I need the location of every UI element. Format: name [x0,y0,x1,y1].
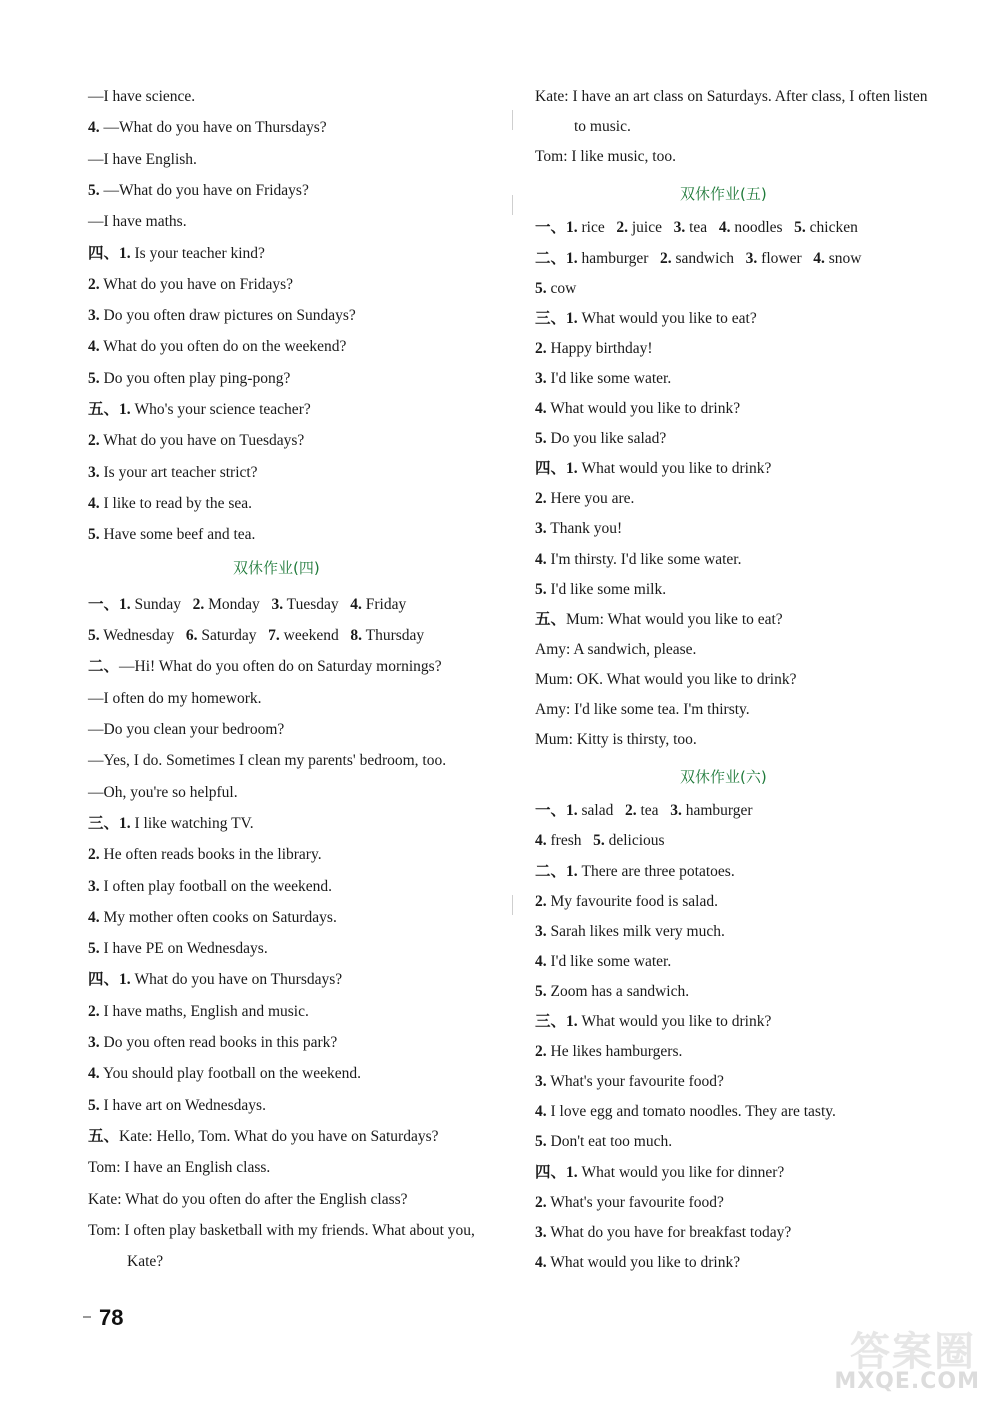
spacer [174,627,186,644]
answer-line [88,909,337,927]
item-number: 4. [88,1065,100,1083]
answer-line [535,88,928,106]
item-number: 3. [88,1034,100,1051]
answer-text: I'd like some water. [550,952,672,970]
answer-line [88,815,254,833]
answer-text: Mum: Kitty is thirsty, too. [535,731,697,749]
answer-line [535,520,622,538]
answer-text: Sunday [134,595,182,613]
answer-text: He often reads books in the library. [103,846,322,864]
answer-text: Do you often read books in this park? [103,1034,338,1051]
answer-text: —I often do my homework. [88,689,262,707]
answer-line [88,401,311,419]
answer-text: Sarah likes milk very much. [550,922,725,940]
answer-text: flower [761,249,802,267]
answer-text: What do you have on Thursdays? [134,971,343,989]
item-number: 5. [88,369,100,387]
answer-text: Have some beef and tea. [103,526,256,544]
item-number: 4. [88,338,100,356]
item-number: 四、1. [535,460,578,478]
answer-line [535,1224,791,1242]
answer-line [535,490,634,508]
item-number: 3. [535,1223,547,1241]
answer-text: hamburger [685,802,753,820]
answer-text: snow [828,249,862,267]
item-number: 5. [88,526,100,544]
answer-line [88,971,342,989]
column-divider [512,895,513,915]
answer-line [88,370,290,388]
section-title: 双休作业(四) [233,558,320,577]
item-number: 4. [535,400,547,417]
item-number: 2. [535,1193,547,1211]
spacer [707,219,719,236]
item-number: 一、1. [535,802,578,820]
item-number: 6. [185,627,198,645]
item-number: 3. [745,249,758,267]
answer-line [88,1128,438,1146]
item-number: 4. [88,494,100,512]
answer-line [535,340,653,358]
answer-text: tea [689,219,708,237]
answer-line [535,611,783,629]
item-number: 二、1. [535,862,578,880]
answer-line [88,1159,270,1177]
item-number: 3. [670,802,682,820]
answer-line [88,784,238,802]
answer-text: Tom: I have an English class. [88,1159,271,1177]
item-number: 三、1. [88,814,131,832]
item-number: 5. [593,832,605,850]
answer-line [535,802,753,820]
answer-text: I'd like some milk. [550,580,667,598]
answer-line [88,940,268,958]
answer-text: What would you like for dinner? [581,1163,785,1181]
answer-text: I'm thirsty. I'd like some water. [550,550,742,568]
answer-text: Zoom has a sandwich. [550,982,690,1000]
answer-line [535,581,666,599]
answer-line [535,983,689,1001]
answer-text: —I have maths. [88,213,187,231]
answer-text: cow [550,279,577,297]
answer-line [88,338,346,356]
item-number: 2. [88,275,100,293]
item-number: 2. [535,892,547,910]
spacer [613,802,625,819]
item-number: 2. [88,432,100,450]
answer-text: I'd like some water. [550,369,672,387]
answer-text: Do you like salad? [550,430,667,448]
answer-text: Amy: I'd like some tea. I'm thirsty. [535,701,750,718]
answer-line [88,1222,475,1240]
answer-text: What do you have on Tuesdays? [103,432,305,450]
item-number: 3. [673,219,686,237]
answer-line [88,307,356,325]
spacer [802,250,814,267]
spacer [260,596,272,613]
answer-line [535,460,771,478]
answer-line [88,1034,337,1052]
answer-text: —I have science. [88,88,196,105]
answer-line [535,370,671,388]
answer-text: —What do you have on Fridays? [103,181,309,199]
item-number: 三、1. [535,1013,578,1030]
answer-line [88,752,446,770]
answer-text: Friday [365,595,407,613]
item-number: 5. [535,580,547,598]
answer-line [88,213,187,231]
answer-text: What's your favourite food? [550,1193,724,1211]
item-number: 2. [88,1002,100,1020]
answer-line [535,641,696,659]
section-title: 双休作业(五) [680,185,767,204]
answer-line [535,1194,724,1212]
spacer [339,596,351,613]
answer-line [535,219,858,237]
item-number: 三、1. [535,309,578,327]
item-number: 2. [625,802,637,820]
answer-line [535,1043,682,1061]
answer-text: to music. [574,118,631,136]
answer-text: What would you like to drink? [550,400,741,417]
answer-line [535,701,750,719]
answer-text: Who's your science teacher? [134,401,311,418]
item-number: 4. [535,952,547,970]
answer-line [535,280,576,298]
answer-text: —What do you have on Thursdays? [103,119,327,137]
answer-text: I have PE on Wednesdays. [103,940,268,958]
answer-text: sandwich [675,249,735,267]
spacer [181,596,193,613]
answer-text: Don't eat too much. [550,1133,673,1151]
answer-text: —Hi! What do you often do on Saturday mornings? [119,658,442,676]
watermark-logo: 答案圈 [850,1329,976,1375]
item-number: 3. [271,595,284,613]
watermark-site: MXQE.COM [834,1369,980,1394]
answer-text: Kate: What do you often do after the English class? [88,1190,408,1208]
item-number: 4. [88,119,100,137]
item-number: 4. [535,1253,547,1271]
item-number: 4. [813,249,825,267]
answer-line [535,250,861,268]
answer-line [535,671,796,689]
spacer [734,250,746,267]
item-number: 5. [88,940,100,958]
item-number: 5. [88,181,100,199]
answer-text: —Do you clean your bedroom? [88,721,285,738]
answer-line [535,551,741,569]
item-number: 5. [794,219,806,237]
answer-text: What do you often do on the weekend? [103,338,347,356]
answer-text: What's your favourite food? [550,1073,724,1091]
answer-text: What would you like to eat? [581,309,757,327]
answer-line [535,1103,836,1121]
item-number: 3. [535,922,547,940]
answer-text: What would you like to drink? [581,460,772,478]
item-number: 5. [535,430,547,448]
item-number: 2. [535,339,547,357]
item-number: 2. [616,219,628,237]
answer-line [88,526,255,544]
item-number: 四、1. [535,1163,578,1181]
answer-text: delicious [608,832,665,850]
answer-line [88,119,327,137]
answer-text: Do you often draw pictures on Sundays? [103,307,356,325]
item-number: 4. [718,219,731,237]
answer-text: I have art on Wednesdays. [103,1096,266,1114]
answer-line [88,464,258,482]
item-number: 二、 [88,658,120,676]
answer-line [535,893,718,911]
answer-line [574,118,631,136]
answer-text: Happy birthday! [550,339,653,357]
item-number: 4. [535,832,547,850]
watermark [820,1320,990,1400]
answer-text: Mum: What would you like to eat? [566,610,783,628]
answer-text: What would you like to drink? [550,1253,741,1271]
answer-text: I love egg and tomato noodles. They are tasty. [550,1103,836,1121]
answer-line [88,432,304,450]
answer-text: Kate: I have an art class on Saturdays. After class, I often listen [535,88,928,105]
answer-line [88,627,424,645]
item-number: 4. [535,550,547,568]
answer-line [535,953,671,971]
item-number: 2. [535,490,547,508]
answer-text: I often play football on the weekend. [103,877,333,895]
item-number: 2. [88,846,100,864]
spacer [662,219,674,236]
item-number: 5. [535,1133,547,1151]
item-number: 四、1. [88,971,131,989]
column-divider [512,195,513,215]
page-number: 78 [99,1305,124,1330]
answer-line [127,1253,163,1271]
item-number: 4. [535,1103,547,1121]
answer-line [88,276,293,294]
answer-text: Saturday [201,627,257,645]
spacer [605,219,617,236]
answer-line [88,1065,361,1083]
answer-text: —Oh, you're so helpful. [88,783,238,801]
answer-line [88,690,261,708]
answer-text: My favourite food is salad. [550,892,718,910]
answer-text: My mother often cooks on Saturdays. [103,908,337,926]
answer-text: —Yes, I do. Sometimes I clean my parents' bedroom, too. [88,752,447,770]
section-title: 双休作业(六) [680,768,767,787]
answer-line [88,182,309,200]
item-number: 8. [350,627,362,645]
answer-line [535,148,676,166]
item-number: 5. [535,279,547,297]
answer-line [88,596,406,614]
answer-text: Tom: I often play basketball with my friends. What about you, [88,1221,475,1239]
item-number: 五、 [535,610,567,628]
item-number: 3. [88,877,100,895]
answer-line [535,1254,740,1272]
item-number: 五、1. [88,401,131,418]
answer-text: Mum: OK. What would you like to drink? [535,670,797,688]
answer-line [535,400,740,418]
answer-line [88,846,322,864]
item-number: 2. [192,595,205,613]
item-number: 5. [88,627,100,645]
answer-line [88,1003,309,1021]
answer-text: Kate: Hello, Tom. What do you have on Saturdays? [119,1127,439,1145]
answer-line [88,878,332,896]
answer-line [535,832,665,850]
answer-text: salad [581,802,614,820]
answer-line [535,1013,771,1031]
answer-text: Is your teacher kind? [134,244,265,262]
item-number: 3. [535,369,547,387]
answer-text: fresh [550,832,582,850]
item-number: 7. [268,627,280,645]
answer-line [535,923,725,941]
answer-line [535,1133,672,1151]
answer-text: He likes hamburgers. [550,1043,683,1061]
answer-line [535,863,735,881]
answer-line [88,1097,266,1115]
answer-line [88,721,284,739]
answer-text: weekend [283,627,339,645]
page-number-dash [83,1316,91,1318]
answer-line [88,1191,408,1209]
answer-text: Amy: A sandwich, please. [535,640,697,658]
answer-text: I have maths, English and music. [103,1002,309,1020]
answer-text: Thursday [365,627,425,645]
item-number: 3. [88,463,100,481]
answer-text: What do you have for breakfast today? [550,1223,792,1241]
spacer [659,802,671,819]
spacer [783,219,795,236]
answer-text: Here you are. [550,490,635,508]
answer-text: Thank you! [550,520,623,538]
answer-text: Tuesday [286,595,339,613]
item-number: 一、1. [535,219,578,237]
answer-text: hamburger [581,249,649,267]
item-number: 3. [88,307,100,325]
item-number: 3. [535,520,547,538]
item-number: 二、1. [535,249,578,267]
answer-text: I like to read by the sea. [103,494,252,512]
item-number: 五、 [88,1127,120,1145]
item-number: 4. [88,908,100,926]
answer-line [535,430,666,448]
answer-text: tea [640,802,659,820]
spacer [582,832,594,849]
spacer [648,250,660,267]
spacer [339,627,351,644]
answer-line [535,310,757,328]
answer-line [88,245,265,263]
item-number: 2. [535,1043,547,1061]
answer-text: rice [581,219,605,237]
item-number: 四、1. [88,244,131,262]
answer-text: You should play football on the weekend. [102,1065,361,1083]
answer-text: Is your art teacher strict? [103,463,258,481]
answer-line [88,658,442,676]
answer-text: What do you have on Fridays? [103,275,294,293]
answer-text: chicken [809,219,858,237]
answer-text: noodles [734,219,783,237]
answer-text: Do you often play ping-pong? [103,369,291,387]
spacer [257,627,269,644]
item-number: 5. [535,982,547,1000]
answer-text: —I have English. [88,150,197,168]
answer-line [88,88,195,106]
answer-text: Tom: I like music, too. [535,148,676,166]
answer-text: Kate? [127,1253,164,1271]
answer-text: I like watching TV. [134,814,254,832]
answer-text: What would you like to drink? [581,1013,772,1030]
answer-line [535,731,697,749]
column-divider [512,110,513,130]
item-number: 4. [350,595,362,613]
item-number: 3. [535,1073,547,1091]
answer-line [535,1164,784,1182]
answer-text: Wednesday [103,627,175,645]
item-number: 5. [88,1096,100,1114]
item-number: 2. [660,249,672,267]
answer-line [535,1073,724,1091]
answer-text: There are three potatoes. [581,862,735,880]
answer-line [88,495,252,513]
answer-text: juice [631,219,662,237]
answer-text: Monday [208,595,260,613]
answer-line [88,151,197,169]
item-number: 一、1. [88,595,131,613]
